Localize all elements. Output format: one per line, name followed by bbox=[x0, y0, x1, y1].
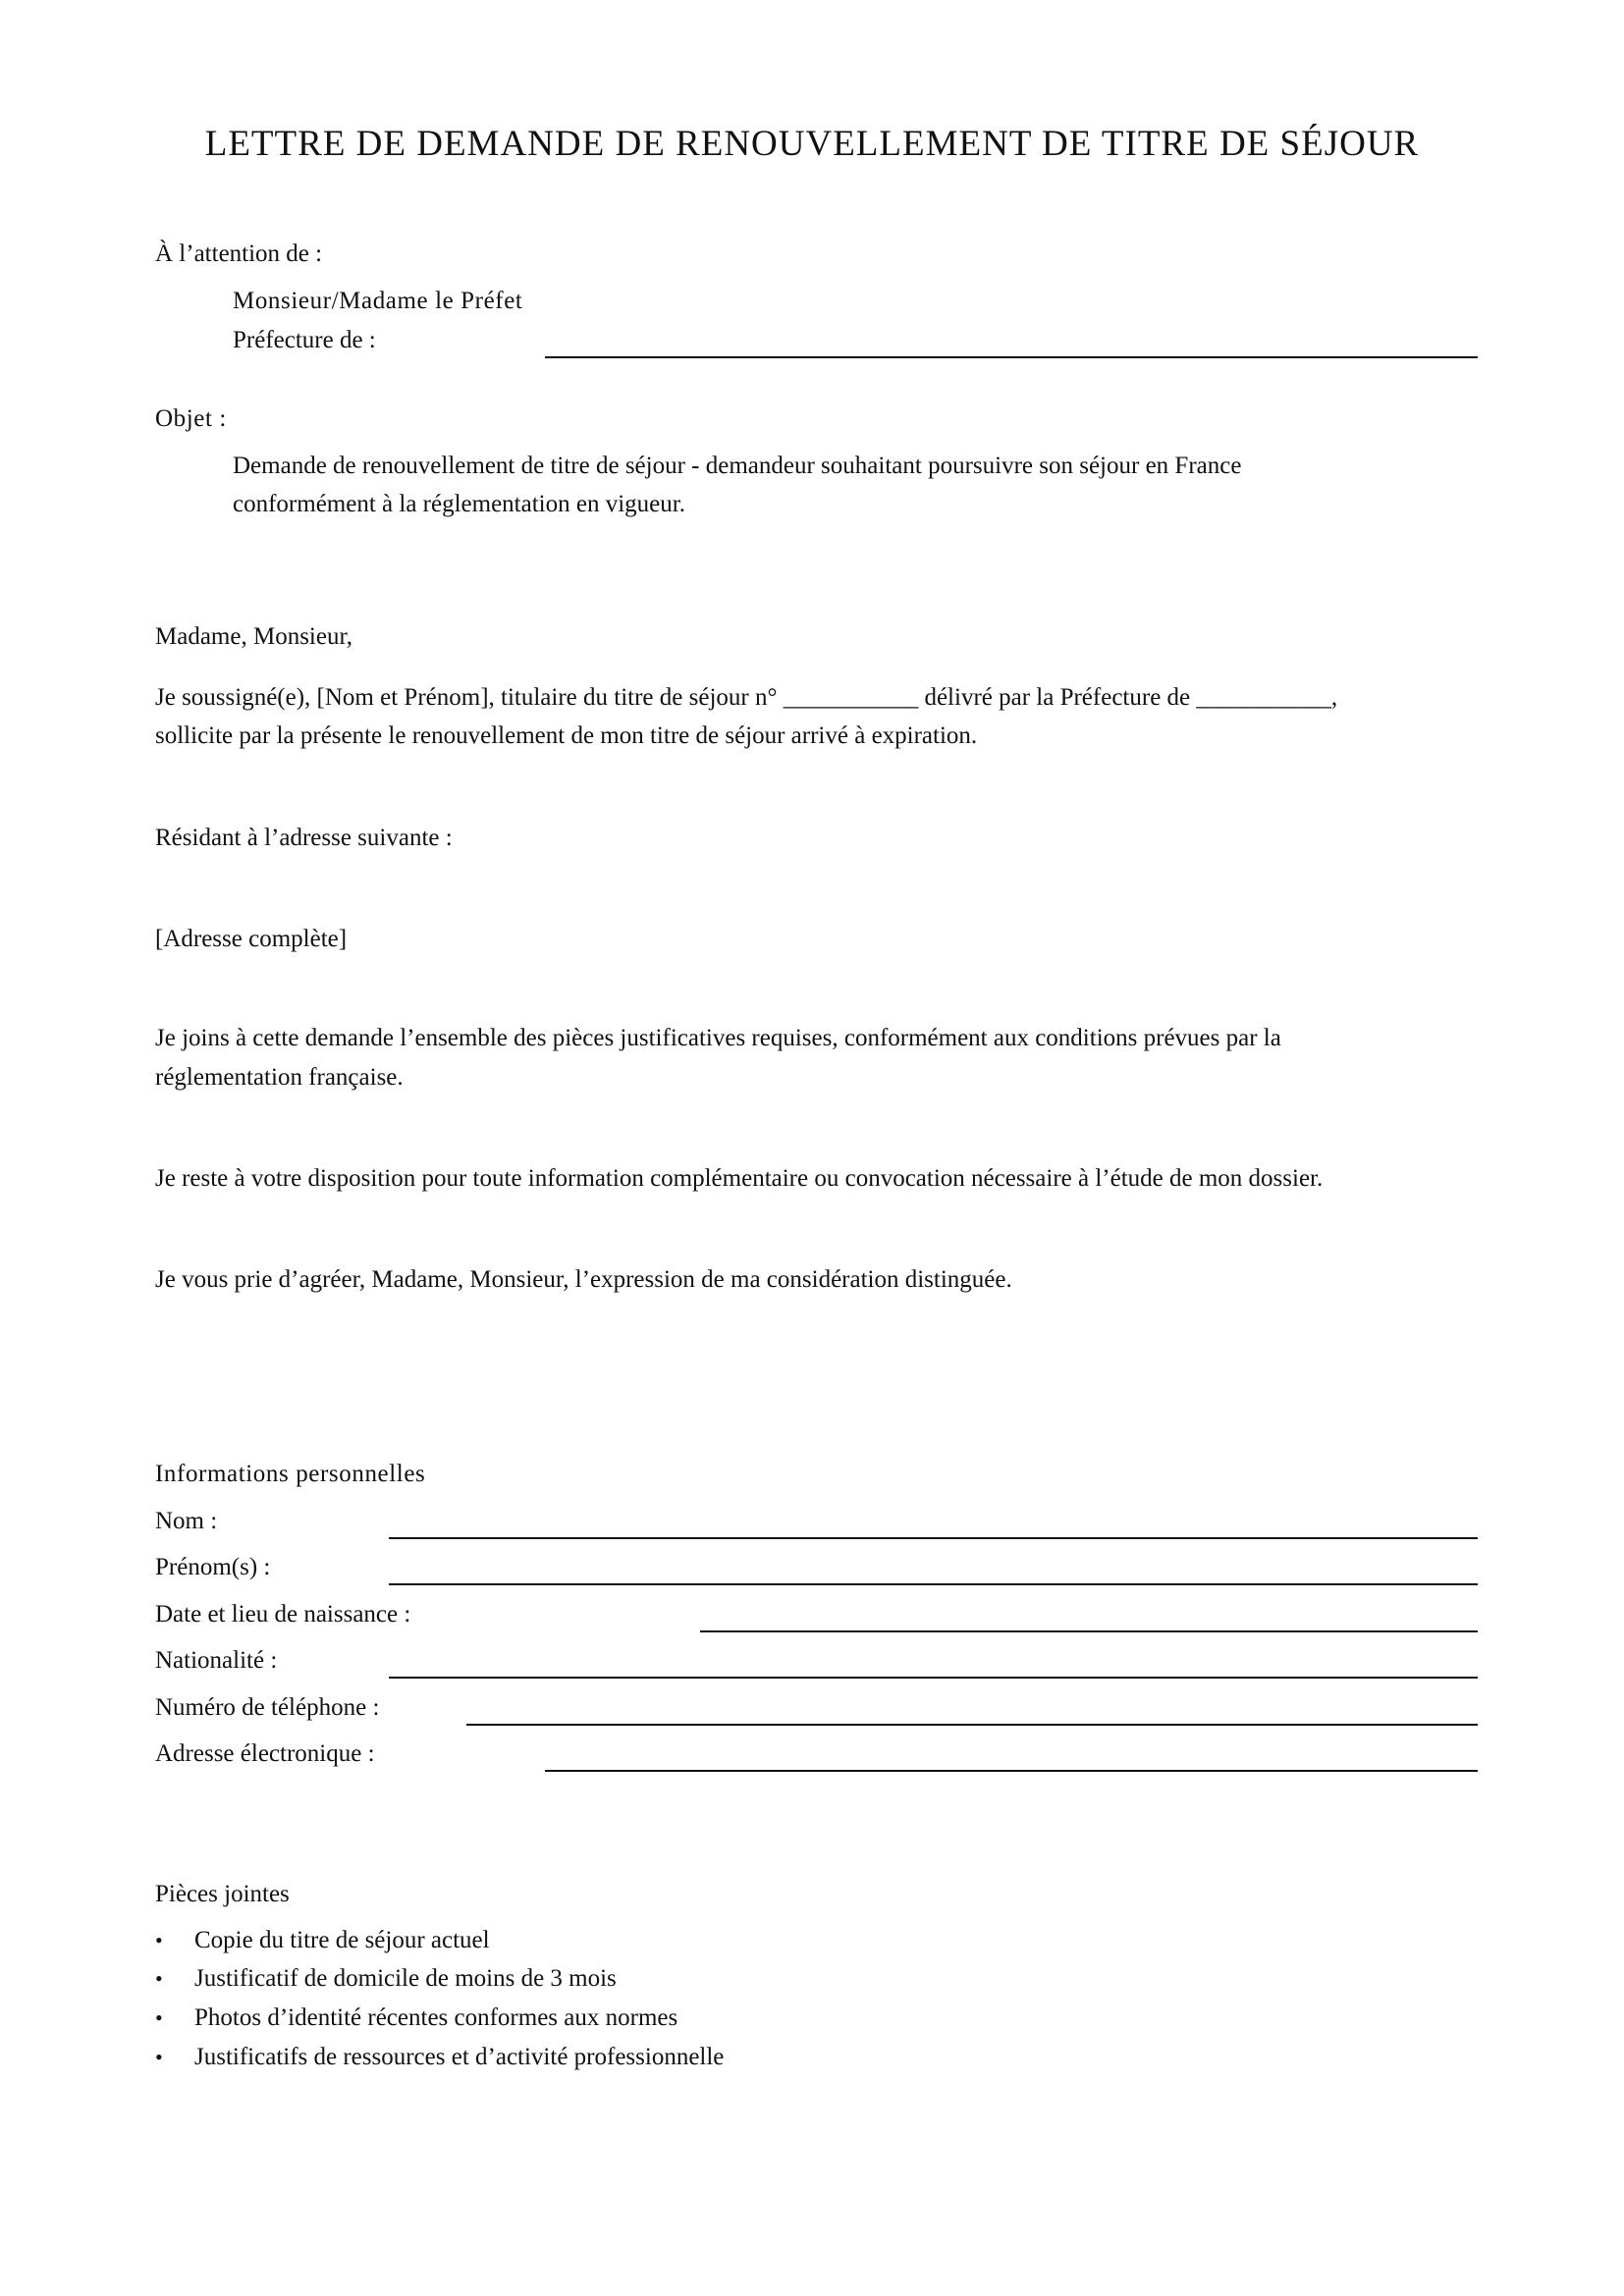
bullet-marker: • bbox=[155, 1928, 163, 1952]
prefecture-blank-line bbox=[545, 356, 1478, 358]
field-line-telephone[interactable] bbox=[466, 1724, 1478, 1726]
field-label-email: Adresse électronique : bbox=[155, 1740, 375, 1767]
field-label-nationalite: Nationalité : bbox=[155, 1647, 278, 1674]
residence-label: Résidant à l’adresse suivante : bbox=[155, 825, 453, 851]
field-label-telephone: Numéro de téléphone : bbox=[155, 1694, 380, 1721]
address-placeholder: [Adresse complète] bbox=[155, 926, 348, 952]
field-line-naissance[interactable] bbox=[700, 1630, 1478, 1632]
salutation: Madame, Monsieur, bbox=[155, 623, 353, 650]
attachment-item: Copie du titre de séjour actuel bbox=[194, 1927, 490, 1953]
attachment-item: Justificatif de domicile de moins de 3 mois bbox=[194, 1965, 617, 1992]
closing-paragraph: Je vous prie d’agréer, Madame, Monsieur, l’expression de ma considération distinguée. bbox=[155, 1266, 1012, 1293]
object-line-2: conformément à la réglementation en vigueur. bbox=[233, 491, 685, 517]
attachments-heading: Pièces jointes bbox=[155, 1881, 290, 1907]
field-label-nom: Nom : bbox=[155, 1508, 218, 1534]
availability-paragraph: Je reste à votre disposition pour toute information complémentaire ou convocation nécessaire à l’étude de mon dossier. bbox=[155, 1165, 1324, 1192]
field-line-nationalite[interactable] bbox=[389, 1677, 1478, 1679]
object-line-1: Demande de renouvellement de titre de séjour - demandeur souhaitant poursuivre son séjour en France bbox=[233, 453, 1242, 479]
bullet-marker: • bbox=[155, 2005, 163, 2030]
field-line-prenoms[interactable] bbox=[389, 1583, 1478, 1585]
documents-paragraph-line-2: réglementation française. bbox=[155, 1064, 404, 1091]
personal-info-heading: Informations personnelles bbox=[155, 1461, 426, 1487]
field-line-email[interactable] bbox=[545, 1770, 1478, 1772]
recipient-name: Monsieur/Madame le Préfet bbox=[233, 288, 523, 314]
attachment-item: Justificatifs de ressources et d’activité professionnelle bbox=[194, 2044, 725, 2070]
intro-line-2: sollicite par la présente le renouvellement de mon titre de séjour arrivé à expiration. bbox=[155, 722, 978, 749]
document-title: LETTRE DE DEMANDE DE RENOUVELLEMENT DE TITRE DE SÉJOUR bbox=[204, 124, 1420, 164]
bullet-marker: • bbox=[155, 1966, 163, 1991]
intro-line-1: Je soussigné(e), [Nom et Prénom], titulaire du titre de séjour n° ___________ délivré par la Préfecture de ___________, bbox=[155, 684, 1338, 711]
object-label: Objet : bbox=[155, 405, 227, 432]
bullet-marker: • bbox=[155, 2045, 163, 2069]
documents-paragraph-line-1: Je joins à cette demande l’ensemble des pièces justificatives requises, conformément aux conditions prévues par la bbox=[155, 1025, 1281, 1051]
field-label-naissance: Date et lieu de naissance : bbox=[155, 1601, 411, 1628]
field-label-prenoms: Prénom(s) : bbox=[155, 1554, 271, 1580]
recipient-label: À l’attention de : bbox=[155, 240, 323, 267]
field-line-nom[interactable] bbox=[389, 1537, 1478, 1539]
attachment-item: Photos d’identité récentes conformes aux normes bbox=[194, 2004, 678, 2031]
prefecture-label: Préfecture de : bbox=[233, 327, 376, 353]
